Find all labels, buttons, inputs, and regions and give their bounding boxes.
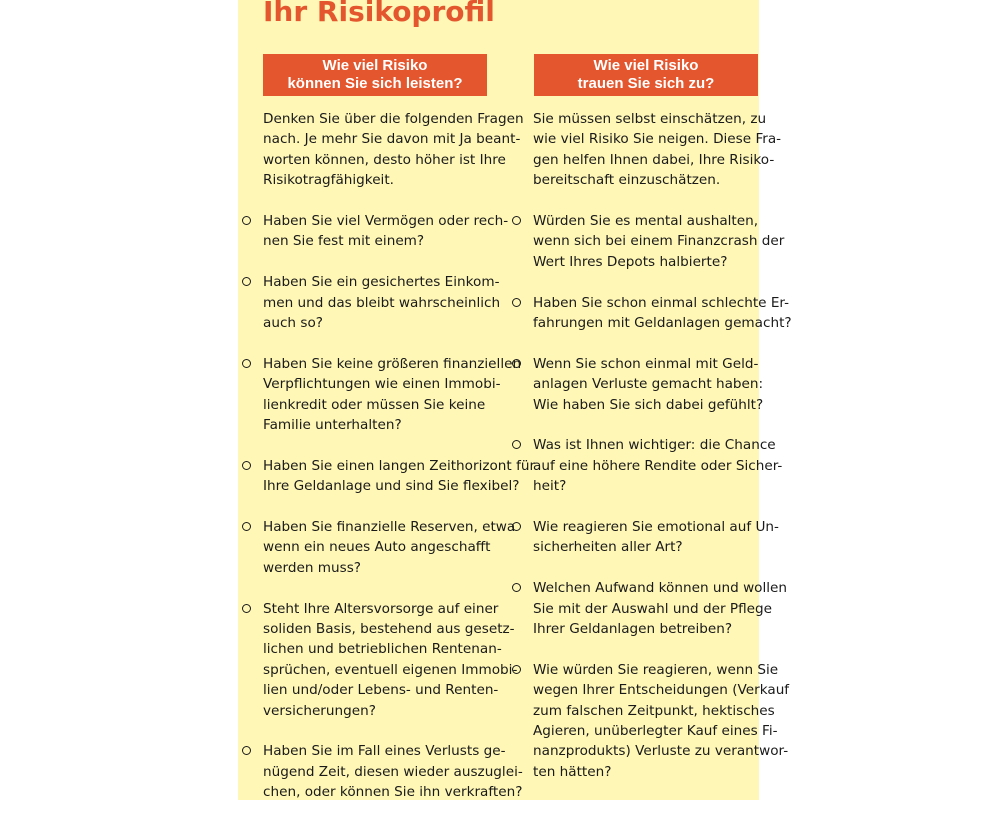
question-line: wenn ein neues Auto angeschafft — [263, 539, 491, 556]
question-line: lichen und betrieblichen Rentenan- — [263, 641, 502, 658]
question-item — [263, 517, 516, 578]
question-item — [263, 741, 523, 802]
question-line: Haben Sie keine größeren finanziellen — [263, 355, 522, 372]
circle-checkbox-icon — [512, 522, 521, 531]
circle-checkbox-icon — [242, 604, 251, 613]
intro-line: worten können, desto höher ist Ihre — [263, 151, 506, 168]
right-column — [533, 109, 792, 803]
circle-checkbox-icon — [512, 298, 521, 307]
question-line: nügend Zeit, diesen wieder auszuglei- — [263, 763, 523, 780]
question-item — [263, 211, 509, 252]
question-line: wenn sich bei einem Finanzcrash der — [533, 233, 785, 250]
question-line: werden muss? — [263, 559, 361, 576]
question-line: anlagen Verluste gemacht haben: — [533, 376, 764, 393]
question-line: Würden Sie es mental aushalten, — [533, 213, 759, 230]
circle-checkbox-icon — [242, 277, 251, 286]
question-line: Ihrer Geldanlagen betreiben? — [533, 621, 733, 638]
question-line: Haben Sie ein gesichertes Einkom- — [263, 274, 500, 291]
question-line: Familie unterhalten? — [263, 417, 402, 434]
question-line: nanzprodukts) Verluste zu verantwor- — [533, 743, 789, 760]
circle-checkbox-icon — [242, 746, 251, 755]
circle-checkbox-icon — [242, 216, 251, 225]
question-line: auf eine höhere Rendite oder Sicher- — [533, 457, 783, 474]
circle-checkbox-icon — [242, 359, 251, 368]
question-line: ten hätten? — [533, 763, 612, 780]
question-line: Wie reagieren Sie emotional auf Un- — [533, 519, 779, 536]
question-line: men und das bleibt wahrscheinlich — [263, 294, 501, 311]
left-intro-paragraph — [263, 109, 524, 191]
page-title: Ihr Risikoprofil — [263, 0, 495, 28]
circle-checkbox-icon — [512, 665, 521, 674]
question-item — [533, 293, 792, 334]
question-line: heit? — [533, 478, 567, 495]
question-line: Steht Ihre Altersvorsorge auf einer — [263, 600, 499, 617]
circle-checkbox-icon — [242, 522, 251, 531]
intro-line: gen helfen Ihnen dabei, Ihre Risiko- — [533, 151, 775, 168]
left-column — [263, 109, 536, 823]
question-item — [533, 435, 783, 496]
right-intro-paragraph — [533, 109, 782, 191]
question-line: Haben Sie schon einmal schlechte Er- — [533, 294, 790, 311]
circle-checkbox-icon — [242, 461, 251, 470]
question-item — [533, 517, 779, 558]
question-line: Wie haben Sie sich dabei gefühlt? — [533, 396, 764, 413]
intro-line: Denken Sie über die folgenden Fragen — [263, 111, 524, 127]
question-line: wegen Ihrer Entscheidungen (Verkauf — [533, 682, 790, 699]
intro-line: Risikotragfähigkeit. — [263, 172, 394, 189]
right-header-line: trauen Sie sich zu? — [577, 75, 715, 92]
question-line: lienkredit oder müssen Sie keine — [263, 396, 486, 413]
question-line: Haben Sie viel Vermögen oder rech- — [263, 213, 509, 230]
question-line: zum falschen Zeitpunkt, hektisches — [533, 702, 775, 719]
right-header-line: Wie viel Risiko — [593, 57, 699, 74]
question-item — [533, 354, 768, 415]
question-line: lien und/oder Lebens- und Renten- — [263, 682, 499, 699]
question-item — [533, 578, 788, 639]
intro-line: bereitschaft einzuschätzen. — [533, 172, 721, 189]
circle-checkbox-icon — [512, 359, 521, 368]
question-line: auch so? — [263, 315, 323, 332]
right-column-header — [534, 54, 758, 96]
intro-line: wie viel Risiko Sie neigen. Diese Fra- — [533, 131, 782, 148]
left-column-header — [263, 54, 487, 96]
question-line: fahrungen mit Geldanlagen gemacht? — [533, 315, 792, 332]
question-item — [263, 354, 522, 436]
question-line: Sie mit der Auswahl und der Pflege — [533, 600, 773, 617]
question-line: nen Sie fest mit einem? — [263, 233, 425, 250]
intro-line: nach. Je mehr Sie davon mit Ja beant- — [263, 131, 521, 148]
question-line: Welchen Aufwand können und wollen — [533, 580, 788, 597]
left-header-line: Wie viel Risiko — [322, 57, 428, 74]
question-line: Verpflichtungen wie einen Immobi- — [263, 376, 501, 393]
circle-checkbox-icon — [512, 216, 521, 225]
question-line: sprüchen, eventuell eigenen Immobi- — [263, 661, 518, 678]
question-item — [263, 456, 536, 497]
question-line: Wert Ihres Depots halbierte? — [533, 253, 728, 270]
circle-checkbox-icon — [512, 583, 521, 592]
question-item — [263, 599, 518, 721]
risk-profile-panel — [238, 0, 792, 801]
question-item — [533, 211, 785, 272]
question-line: Ihre Geldanlage und sind Sie flexibel? — [263, 478, 520, 495]
question-line: Haben Sie finanzielle Reserven, etwa — [263, 519, 516, 536]
question-line: Agieren, unüberlegter Kauf eines Fi- — [533, 723, 778, 740]
question-item — [533, 660, 790, 782]
question-item — [263, 272, 501, 333]
question-line: Wenn Sie schon einmal mit Geld- — [533, 355, 759, 372]
intro-line: Sie müssen selbst einschätzen, zu — [533, 111, 767, 127]
left-header-line: können Sie sich leisten? — [287, 75, 463, 92]
question-line: versicherungen? — [263, 702, 376, 719]
question-line: Was ist Ihnen wichtiger: die Chance — [533, 437, 776, 454]
circle-checkbox-icon — [512, 440, 521, 449]
question-line: sicherheiten aller Art? — [533, 539, 683, 556]
question-line: Haben Sie einen langen Zeithorizont für — [263, 457, 536, 474]
question-line: chen, oder können Sie ihn verkraften? — [263, 784, 523, 801]
question-line: Haben Sie im Fall eines Verlusts ge- — [263, 743, 506, 760]
question-line: soliden Basis, bestehend aus gesetz- — [263, 621, 515, 638]
question-line: Wie würden Sie reagieren, wenn Sie — [533, 661, 779, 678]
